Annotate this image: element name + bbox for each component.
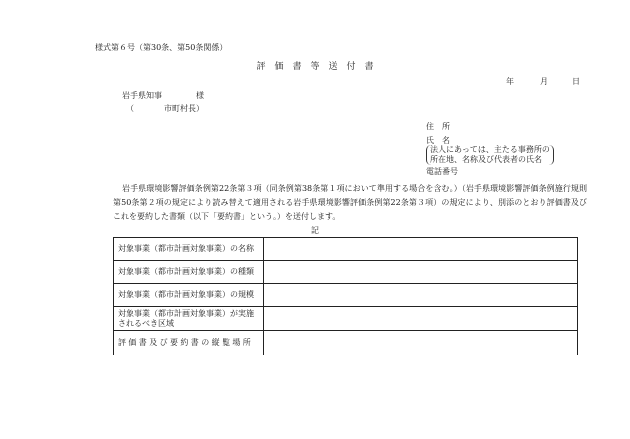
row-value-inspection-place — [264, 331, 578, 356]
sender-note-line-1: 法人にあっては、主たる事務所の — [430, 145, 550, 154]
table-row — [114, 238, 578, 261]
addressee-governor — [122, 91, 204, 101]
honorific-sama: 様 — [196, 91, 204, 100]
row-label-name: 対象事業（都市計画対象事業）の名称 — [114, 238, 264, 261]
body-paragraph: 岩手県環境影響評価条例第22条第３項（同条例第38条第１項において準用する場合を含む。）（岩手県環境影響評価条例施行規則第50条第２項の規定により読み替えて適用される岩手県環境影響評価条例第22条第３項）の規定により、別添のとおり評価書及びこれを要約した書類（以下「要約書」という。）を送付します。 — [113, 184, 587, 221]
row-label-area: 対象事業（都市計画対象事業）が実施されるべき区域 — [114, 307, 264, 331]
date-year: 年 — [506, 77, 514, 86]
table-row — [114, 331, 578, 356]
row-value-scale — [264, 284, 578, 307]
row-value-name — [264, 238, 578, 261]
row-label-scale: 対象事業（都市計画対象事業）の規模 — [114, 284, 264, 307]
date-line — [506, 77, 580, 87]
date-month: 月 — [540, 77, 548, 86]
row-value-area — [264, 307, 578, 331]
paren-open: （ — [126, 104, 134, 113]
table-row — [114, 307, 578, 331]
row-value-type — [264, 261, 578, 284]
mayor-title: 市町村長） — [164, 104, 204, 113]
date-day: 日 — [572, 77, 580, 86]
sender-phone-label: 電話番号 — [426, 167, 458, 176]
ki-heading: 記 — [311, 226, 319, 235]
row-label-type: 対象事業（都市計画対象事業）の種類 — [114, 261, 264, 284]
form-table — [113, 237, 578, 355]
form-number: 様式第６号（第30条、第50条関係） — [95, 43, 228, 52]
addressee-mayor — [126, 104, 204, 114]
table-row — [114, 261, 578, 284]
sender-note-line-2: 所在地、名称及び代表者の氏名 — [430, 155, 542, 164]
row-label-inspection-place: 評価書及び要約書の縦覧場所 — [114, 331, 264, 356]
table-row — [114, 284, 578, 307]
document-title: 評 価 書 等 送 付 書 — [256, 62, 374, 72]
sender-corporate-note — [426, 145, 554, 165]
sender-address-label: 住 所 — [426, 122, 450, 131]
sender-name-label: 氏 名 — [426, 136, 450, 145]
governor-title: 岩手県知事 — [122, 91, 162, 100]
